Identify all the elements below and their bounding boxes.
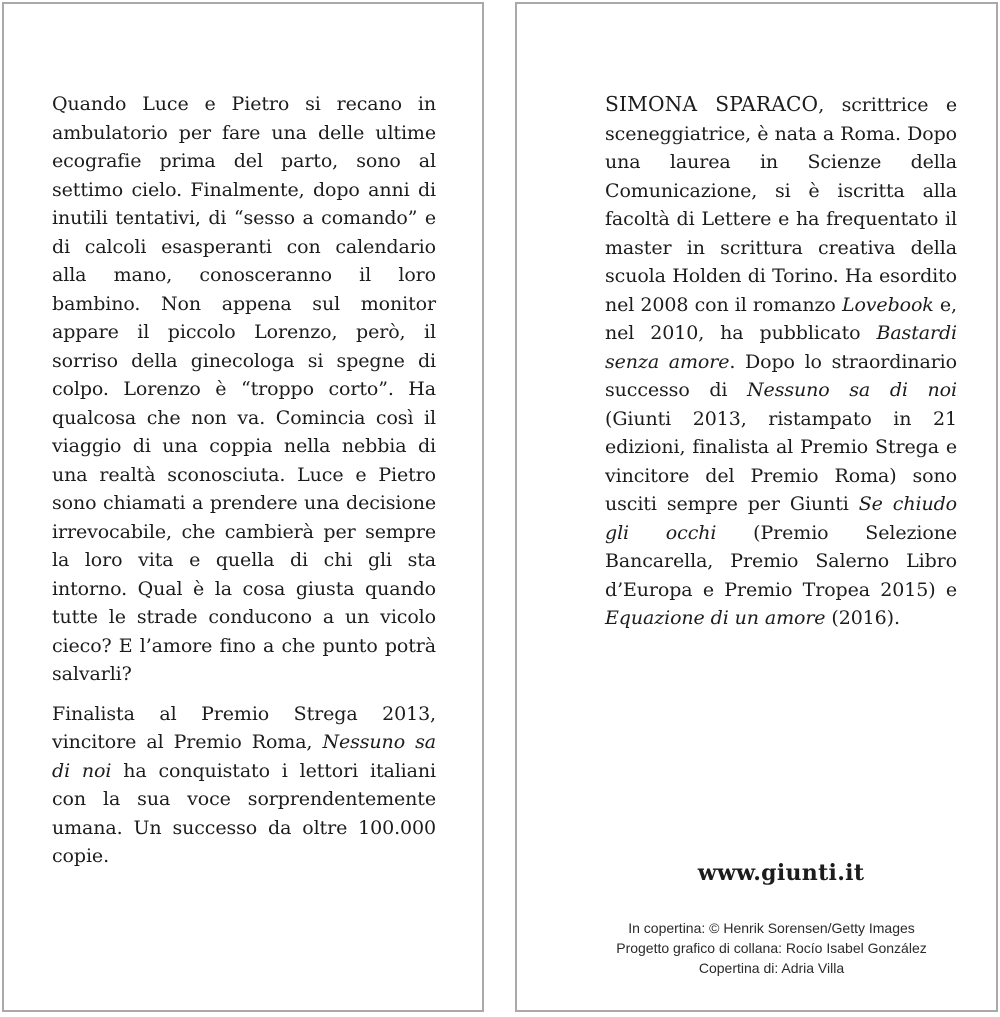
text-segment: Lovebook bbox=[841, 293, 934, 316]
author-name: SIMONA SPARACO bbox=[605, 92, 819, 116]
text-segment: e, nel 2010, ha pubblicato bbox=[605, 293, 957, 344]
credit-line: Copertina di: Adria Villa bbox=[698, 960, 845, 976]
credit-line: In copertina: © Henrik Sorensen/Getty Images bbox=[628, 920, 915, 936]
left-jacket-flap bbox=[2, 2, 484, 1012]
text-segment: (2016). bbox=[825, 607, 900, 629]
credit-line: Progetto grafico di collana: Rocío Isabel González bbox=[616, 940, 927, 956]
text-segment: Nessuno sa di noi bbox=[747, 379, 957, 401]
text-segment: Finalista al Premio Strega 2013, vincitore al Premio Roma, bbox=[52, 702, 436, 753]
text-segment: ha conquistato i lettori italiani con la sua voce sorprendentemente umana. Un successo da oltre 100.000 copie. bbox=[52, 759, 436, 867]
author-bio-paragraph bbox=[605, 90, 957, 633]
right-flap-text-block bbox=[517, 4, 996, 633]
text-segment: (Giunti 2013, ristampato in 21 edizioni, finalista al Premio Strega e vincitore del Premio Roma) sono usciti sempre per Giunti bbox=[605, 407, 957, 515]
left-flap-text-block bbox=[4, 4, 482, 871]
text-segment: Bastardi senza amore bbox=[605, 322, 957, 373]
text-segment: Equazione di un amore bbox=[605, 607, 826, 629]
publisher-website-url: www.giunti.it bbox=[697, 860, 865, 886]
text-segment: , scrittrice e sceneggiatrice, è nata a Roma. Dopo una laurea in Scienze della Comunicazione, si è iscritta alla facoltà di Lettere e ha frequentato il master in scrittura creativa della scuola Holden di Torino. Ha esordito nel 2008 con il romanzo bbox=[605, 94, 957, 316]
award-note-paragraph bbox=[52, 700, 436, 871]
text-segment: . Dopo lo straordinario successo di bbox=[605, 350, 957, 401]
cover-credits bbox=[557, 918, 986, 978]
right-jacket-flap bbox=[515, 2, 998, 1012]
synopsis-paragraph bbox=[52, 90, 436, 689]
text-segment: (Premio Selezione Bancarella, Premio Salerno Libro d’Europa e Premio Tropea 2015) e bbox=[605, 521, 957, 601]
text-segment: Nessuno sa di noi bbox=[52, 731, 436, 782]
text-segment: Quando Luce e Pietro si recano in ambulatorio per fare una delle ultime ecografie prima del parto, sono al settimo cielo. Finalmente, dopo anni di inutili tentativi, di “sesso a comando” e di calcoli esasperanti con calendario alla mano, conosceranno il loro bambino. Non appena sul monitor appare il piccolo Lorenzo, però, il sorriso della ginecologa si spegne di colpo. Lorenzo è “troppo corto”. Ha qualcosa che non va. Comincia così il viaggio di una coppia nella nebbia di una realtà sconosciuta. Luce e Pietro sono chiamati a prendere una decisione irrevocabile, che cambierà per sempre la loro vita e quella di chi gli sta intorno. Qual è la cosa giusta quando tutte le strade conducono a un vicolo cieco? E l’amore fino a che punto potrà salvarli? bbox=[52, 93, 436, 685]
text-segment: Se chiudo gli occhi bbox=[605, 493, 957, 544]
